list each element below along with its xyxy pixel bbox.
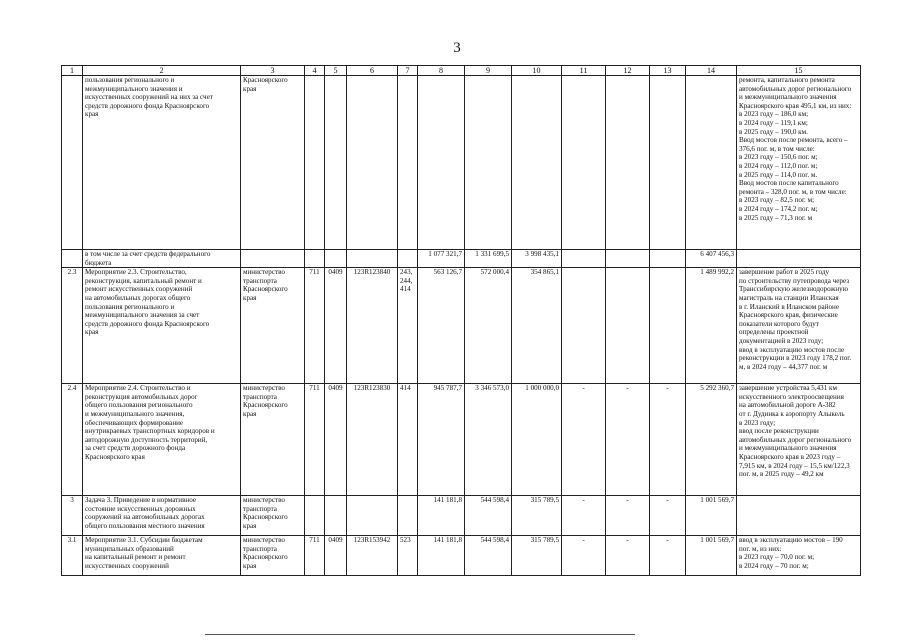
table-row [62, 268, 861, 384]
cell-col-11: - [562, 536, 606, 576]
cell-vr-code [398, 76, 418, 250]
cell-csr-code [347, 496, 398, 536]
column-header-10: 10 [512, 66, 562, 76]
cell-expected-result: ремонта, капитального ремонта автомобильных дорог регионального и межмуниципального значения Красноярского края 495,1 км, из них: в 2023 году – 186,0 км; в 2024 году – 119,1 км; в 2025 году – 190,0 км. Ввод мостов после ремонта, всего – 376,6 пог. м, в том числе: в 2023 году – 150,6 пог. м; в 2024 году – 112,0 пог. м; в 2025 году – 114,0 пог. м. Ввод мостов после капитального ремонта – 328,0 пог. м, в том числе: в 2023 году – 82,5 пог. м; в 2024 году – 174,2 пог. м; в 2025 году – 71,3 пог. м [737, 76, 861, 250]
cell-amount-2023: 563 126,7 [418, 268, 465, 384]
table-row [62, 536, 861, 576]
cell-total-amount: 1 489 992,2 [686, 268, 737, 384]
cell-csr-code: 123R153942 [347, 536, 398, 576]
column-header-3: 3 [241, 66, 305, 76]
cell-col-12 [606, 76, 650, 250]
cell-amount-2024: 1 331 699,5 [465, 250, 512, 268]
cell-csr-code [347, 250, 398, 268]
cell-vr-code [398, 250, 418, 268]
cell-col-13 [650, 268, 686, 384]
cell-amount-2024: 544 598,4 [465, 496, 512, 536]
cell-amount-2023: 1 077 321,7 [418, 250, 465, 268]
cell-col-12 [606, 268, 650, 384]
cell-rzpr-code: 0409 [325, 268, 347, 384]
cell-vr-code: 523 [398, 536, 418, 576]
cell-amount-2024: 544 598,4 [465, 536, 512, 576]
cell-col-11 [562, 76, 606, 250]
column-header-7: 7 [398, 66, 418, 76]
cell-col-12 [606, 250, 650, 268]
cell-amount-2024 [465, 76, 512, 250]
cell-executor [241, 250, 305, 268]
cell-vr-code: 414 [398, 384, 418, 496]
cell-row-number: 3 [62, 496, 83, 536]
cell-executor: министерство транспорта Красноярского края [241, 496, 305, 536]
cell-col-11 [562, 268, 606, 384]
cell-expected-result: завершение работ в 2025 году по строительству путепровода через Транссибирскую железнодорожную магистраль на станции Иланская в г. Иланский в Иланском районе Красноярского края, физические показатели которого будут определены проектной документацией в 2023 году; ввод в эксплуатацию мостов после реконструкции в 2023 году 178,2 пог. м, в 2024 году – 44,377 пог. м [737, 268, 861, 384]
cell-csr-code [347, 76, 398, 250]
cell-expected-result [737, 250, 861, 268]
cell-col-11: - [562, 384, 606, 496]
column-header-14: 14 [686, 66, 737, 76]
cell-col-12: - [606, 384, 650, 496]
cell-csr-code: 123R123830 [347, 384, 398, 496]
table-row [62, 250, 861, 268]
column-header-9: 9 [465, 66, 512, 76]
cell-amount-2025: 1 000 000,0 [512, 384, 562, 496]
column-header-13: 13 [650, 66, 686, 76]
table-row [62, 384, 861, 496]
cell-rzpr-code [325, 250, 347, 268]
cell-executor: министерство транспорта Красноярского края [241, 384, 305, 496]
cell-col-12: - [606, 536, 650, 576]
cell-amount-2024: 572 000,4 [465, 268, 512, 384]
cell-col-13: - [650, 496, 686, 536]
cell-event-name: Задача 3. Приведение в нормативное состояние искусственных дорожных сооружений на автомобильных дорогах общего пользования местного значения [83, 496, 241, 536]
cell-row-number [62, 76, 83, 250]
cell-total-amount: 1 001 569,7 [686, 496, 737, 536]
cell-col-11 [562, 250, 606, 268]
bottom-rule [205, 634, 635, 635]
cell-total-amount: 5 292 360,7 [686, 384, 737, 496]
cell-total-amount: 6 407 456,3 [686, 250, 737, 268]
cell-rzpr-code [325, 496, 347, 536]
table-row [62, 76, 861, 250]
cell-row-number: 2.3 [62, 268, 83, 384]
cell-grbs-code [305, 76, 325, 250]
cell-amount-2025: 315 789,5 [512, 536, 562, 576]
column-header-1: 1 [62, 66, 83, 76]
cell-event-name: Мероприятие 2.4. Строительство и реконструкция автомобильных дорог общего пользования регионального и межмуниципального значения, обеспечивающих формирование внутрикраевых транспортных коридоров и автодорожную доступность территорий, за счет средств дорожного фонда Красноярского края [83, 384, 241, 496]
cell-col-11: - [562, 496, 606, 536]
cell-vr-code [398, 496, 418, 536]
cell-amount-2025 [512, 76, 562, 250]
cell-amount-2023: 141 181,8 [418, 496, 465, 536]
cell-rzpr-code: 0409 [325, 536, 347, 576]
cell-col-12: - [606, 496, 650, 536]
cell-grbs-code: 711 [305, 268, 325, 384]
column-header-6: 6 [347, 66, 398, 76]
table-row [62, 496, 861, 536]
cell-grbs-code: 711 [305, 536, 325, 576]
cell-col-13 [650, 76, 686, 250]
column-header-15: 15 [737, 66, 861, 76]
header-row [62, 66, 861, 76]
cell-amount-2025: 315 789,5 [512, 496, 562, 536]
cell-col-13: - [650, 536, 686, 576]
cell-expected-result: ввод в эксплуатацию мостов – 190 пог. м, из них: в 2023 году – 70,0 пог. м; в 2024 году – 70 пог. м; [737, 536, 861, 576]
cell-amount-2024: 3 346 573,0 [465, 384, 512, 496]
cell-total-amount [686, 76, 737, 250]
cell-executor: министерство транспорта Красноярского края [241, 536, 305, 576]
cell-amount-2023: 945 787,7 [418, 384, 465, 496]
cell-col-13 [650, 250, 686, 268]
program-table [61, 65, 861, 576]
cell-event-name: Мероприятие 3.1. Субсидии бюджетам муниципальных образований на капитальный ремонт и ремонт искусственных сооружений [83, 536, 241, 576]
cell-row-number: 3.1 [62, 536, 83, 576]
cell-total-amount: 1 001 569,7 [686, 536, 737, 576]
page-number: 3 [453, 40, 461, 56]
cell-rzpr-code: 0409 [325, 384, 347, 496]
cell-grbs-code [305, 496, 325, 536]
cell-executor: министерство транспорта Красноярского края [241, 268, 305, 384]
cell-amount-2025: 3 998 435,1 [512, 250, 562, 268]
cell-row-number [62, 250, 83, 268]
cell-expected-result [737, 496, 861, 536]
cell-amount-2025: 354 865,1 [512, 268, 562, 384]
column-header-11: 11 [562, 66, 606, 76]
cell-rzpr-code [325, 76, 347, 250]
column-header-12: 12 [606, 66, 650, 76]
column-header-2: 2 [83, 66, 241, 76]
cell-csr-code: 123R123840 [347, 268, 398, 384]
cell-expected-result: завершение устройства 5,431 км искусственного электроосвещения на автомобильной дороге А-382 от г. Дудинка к аэропорту Алыкель в 2023 году; ввод после реконструкции автомобильных дорог регионального и межмуниципального значения Красноярского края в 2023 году – 7,915 км, в 2024 году – 15,5 км/122,3 пог. м, в 2025 году – 49,2 км [737, 384, 861, 496]
cell-event-name: в том числе за счет средств федерального бюджета [83, 250, 241, 268]
cell-event-name: пользования регионального и межмуниципального значения и искусственных сооружений на них за счет средств дорожного фонда Красноярского края [83, 76, 241, 250]
cell-executor: Красноярского края [241, 76, 305, 250]
column-header-4: 4 [305, 66, 325, 76]
cell-vr-code: 243, 244, 414 [398, 268, 418, 384]
cell-row-number: 2.4 [62, 384, 83, 496]
cell-event-name: Мероприятие 2.3. Строительство, реконструкция, капитальный ремонт и ремонт искусственных сооружений на автомобильных дорогах общего пользования регионального и межмуниципального значения за счет средств дорожного фонда Красноярского края [83, 268, 241, 384]
cell-grbs-code: 711 [305, 384, 325, 496]
column-header-5: 5 [325, 66, 347, 76]
cell-grbs-code [305, 250, 325, 268]
cell-col-13: - [650, 384, 686, 496]
cell-amount-2023 [418, 76, 465, 250]
column-header-8: 8 [418, 66, 465, 76]
cell-amount-2023: 141 181,8 [418, 536, 465, 576]
